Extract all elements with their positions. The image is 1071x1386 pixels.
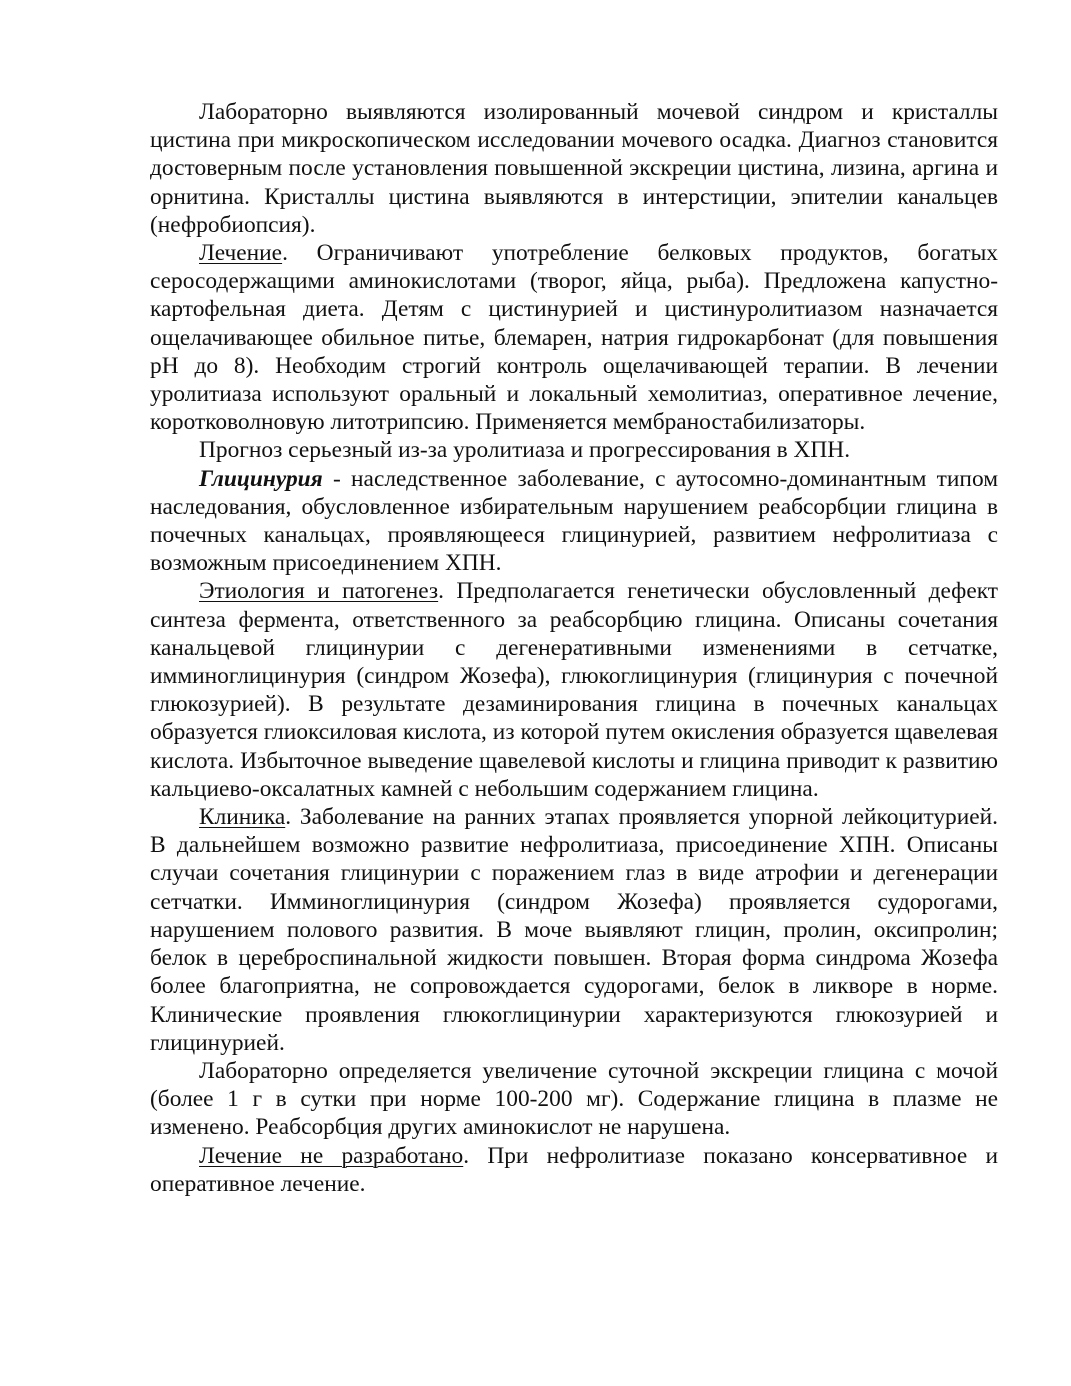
paragraph-glycinuria-definition [150,465,998,578]
section-heading-etiology: Этиология и патогенез [199,578,439,605]
paragraph-text: . Ограничивают употребление белковых продуктов, богатых серосодержащими аминокислотами (творог, яйца, рыба). Предложена капустно-картофельная диета. Детям с цистинурией и цистинуролитиазом назначается ощелачивающее обильное питье, блемарен, натрия гидрокарбонат (для повышения рН до 8). Необходим строгий контроль ощелачивающей терапии. В лечении уролитиаза используют оральный и локальный хемолитиаз, оперативное лечение, коротковолновую литотрипсию. Применяется мембраностабилизаторы. [150,240,998,436]
section-heading-clinic: Клиника [199,804,286,831]
paragraph-text: - наследственное заболевание, с аутосомно-доминантным типом наследования, обусловленное избирательным нарушением реабсорбции глицина в почечных канальцах, проявляющееся глицинурией, развитием нефролитиаза с возможным присоединением ХПН. [150,465,998,577]
paragraph-clinic [150,803,998,1057]
paragraph-text: . При нефролитиазе показано консервативное и оперативное лечение. [150,1142,998,1197]
section-heading-treatment: Лечение [199,240,283,267]
paragraph-cystinuria-lab [150,98,998,239]
paragraph-glycinuria-lab [150,1057,998,1142]
paragraph-text: Прогноз серьезный из-за уролитиаза и прогрессирования в ХПН. [199,437,851,464]
paragraph-text: Лабораторно выявляются изолированный мочевой синдром и кристаллы цистина при микроскопическом исследовании мочевого осадка. Диагноз становится достоверным после установления повышенной экскреции цистина, лизина, аргина и орнитина. Кристаллы цистина выявляются в интерстиции, эпителии канальцев (нефробиопсия). [150,99,998,238]
paragraph-prognosis [150,436,998,464]
document-page [150,98,998,1198]
paragraph-cystinuria-treatment [150,239,998,436]
section-heading-treatment-not-developed: Лечение не разработано [199,1142,464,1169]
paragraph-text: . Заболевание на ранних этапах проявляется упорной лейкоцитурией. В дальнейшем возможно развитие нефролитиаза, присоединение ХПН. Описаны случаи сочетания глицинурии с поражением глаз в виде атрофии и дегенерации сетчатки. Имминоглицинурия (синдром Жозефа) проявляется судорогами, нарушением полового развития. В моче выявляют глицин, пролин, оксипролин; белок в цереброспинальной жидкости повышен. Вторая форма синдрома Жозефа более благоприятна, не сопровождается судорогами, белок в ликворе в норме. Клинические проявления глюкоглицинурии характеризуются глюкозурией и глицинурией. [150,804,998,1056]
paragraph-etiology [150,577,998,803]
paragraph-glycinuria-treatment [150,1142,998,1198]
paragraph-text: Лабораторно определяется увеличение суточной экскреции глицина с мочой (более 1 г в сутки при норме 100-200 мг). Содержание глицина в плазме не изменено. Реабсорбция других аминокислот не нарушена. [150,1057,998,1141]
paragraph-text: . Предполагается генетически обусловленный дефект синтеза фермента, ответственного за реабсорбцию глицина. Описаны сочетания канальцевой глицинурии с дегенеративными изменениями в сетчатке, имминоглицинурия (синдром Жозефа), глюкоглицинурия (глицинурия с почечной глюкозурией). В результате дезаминирования глицина в почечных канальцах образуется глиоксиловая кислота, из которой путем окисления образуется щавелевая кислота. Избыточное выведение щавелевой кислоты и глицина приводит к развитию кальциево-оксалатных камней с небольшим содержанием глицина. [150,578,998,802]
term-glycinuria: Глицинурия [199,465,323,492]
